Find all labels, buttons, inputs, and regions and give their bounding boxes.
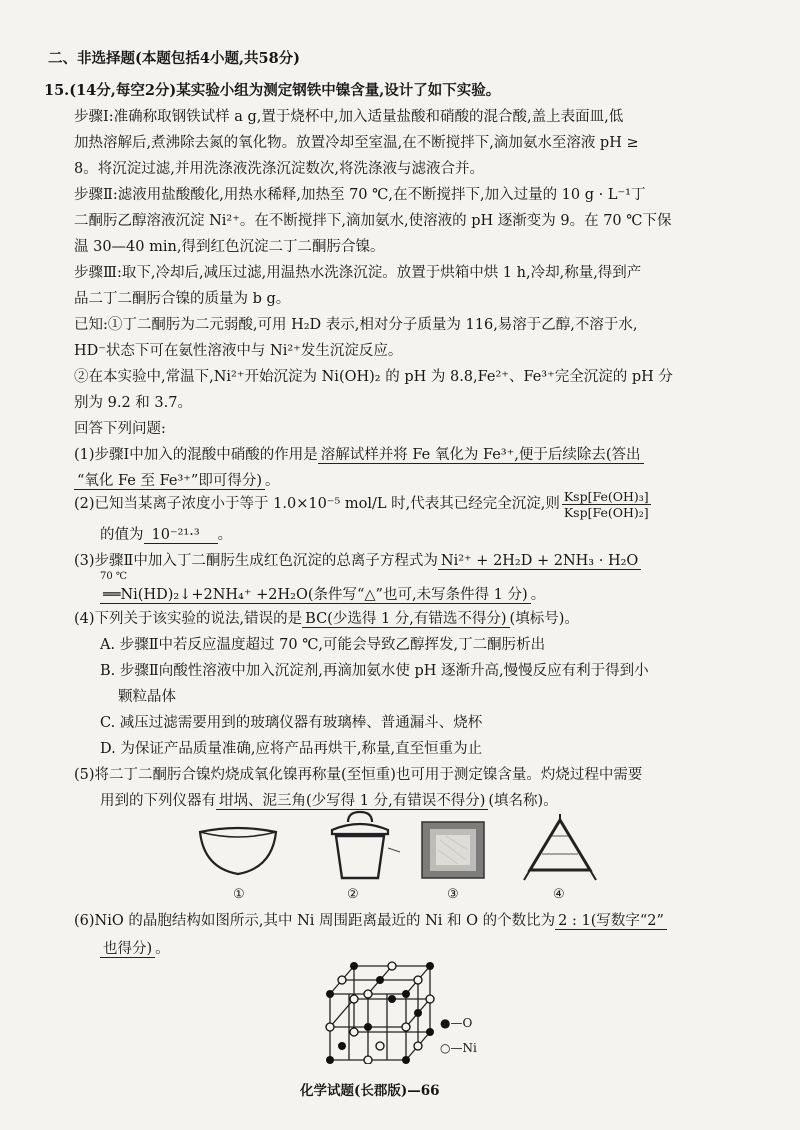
- section-title: 二、非选择题(本题包括4小题,共58分): [48, 50, 301, 67]
- part4-end: (填标号)。: [509, 611, 579, 627]
- part6-answer-1: 2 : 1(写数字“2”: [555, 913, 667, 930]
- part3-answer-2: ══Ni(HD)₂↓+2NH₄⁺ +2H₂O(条件写“△”也可,未写条件得 1 分): [100, 587, 531, 604]
- question-15-header: 15.(14分,每空2分)某实验小组为测定钢铁中镍含量,设计了如下实验。: [44, 82, 501, 99]
- step2-line3: 温 30—40 min,得到红色沉淀二丁二酮肟合镍。: [74, 239, 385, 255]
- option-a: A. 步骤Ⅱ中若反应温度超过 70 ℃,可能会导致乙醇挥发,丁二酮肟析出: [100, 637, 546, 653]
- step3-line1: 步骤Ⅲ:取下,冷却后,减压过滤,用温热水洗涤沉淀。放置于烘箱中烘 1 h,冷却,称量,得到产: [74, 265, 642, 281]
- part3-end: 。: [530, 587, 546, 603]
- o-atom-icon: ●: [440, 1016, 451, 1030]
- known-line4: 别为 9.2 和 3.7。: [74, 395, 192, 411]
- part3-line2: [100, 584, 545, 606]
- option-b-line2: 颗粒晶体: [118, 689, 176, 705]
- part1-question: (1)步骤Ⅰ中加入的混酸中硝酸的作用是: [74, 447, 318, 463]
- part5-end: (填名称)。: [488, 793, 558, 809]
- part6-end: 。: [155, 941, 170, 957]
- part5-answer: 坩埚、泥三角(少写得 1 分,有错误不得分): [216, 793, 488, 810]
- step1-line2: 加热溶解后,煮沸除去氮的氧化物。放置冷却至室温,在不断搅拌下,滴加氨水至溶液 pH ≥: [74, 135, 639, 151]
- apparatus-label-2: ②: [347, 887, 359, 902]
- option-d: D. 为保证产品质量准确,应将产品再烘干,称量,直至恒重为止: [100, 741, 483, 757]
- part6-line2: [100, 938, 170, 960]
- ni-atom-icon: ○: [440, 1041, 451, 1055]
- option-c: C. 减压过滤需要用到的玻璃仪器有玻璃棒、普通漏斗、烧杯: [100, 715, 483, 731]
- step2-line1: 步骤Ⅱ:滤液用盐酸酸化,用热水稀释,加热至 70 ℃,在不断搅拌下,加入过量的 10 g · L⁻¹丁: [74, 187, 646, 203]
- part2-line2: [100, 524, 232, 546]
- option-b-line1: B. 步骤Ⅱ向酸性溶液中加入沉淀剂,再滴加氨水使 pH 逐渐升高,慢慢反应有利于得到小: [100, 663, 649, 679]
- part2-line1: [74, 482, 653, 526]
- ksp-fraction: [562, 489, 651, 520]
- answer-prompt: 回答下列问题:: [74, 421, 166, 437]
- clay-triangle-icon: [522, 814, 598, 886]
- part6-answer-2: 也得分): [100, 941, 155, 958]
- part3-line1: [74, 550, 641, 572]
- part2-answer: 10⁻²¹·³: [144, 527, 218, 544]
- known-line2: HD⁻状态下可在氨性溶液中与 Ni²⁺发生沉淀反应。: [74, 343, 403, 359]
- ksp-denominator: Ksp[Fe(OH)₂]: [563, 504, 649, 520]
- part4-question: (4)下列关于该实验的说法,错误的是: [74, 611, 303, 627]
- part3-answer-1: Ni²⁺ + 2H₂D + 2NH₃ · H₂O: [438, 553, 641, 570]
- crucible-icon: [318, 808, 402, 884]
- ksp-numerator: Ksp[Fe(OH)₃]: [563, 488, 649, 504]
- apparatus-label-4: ④: [553, 887, 565, 902]
- part5-question: 用到的下列仪器有: [100, 793, 216, 809]
- step2-line2: 二酮肟乙醇溶液沉淀 Ni²⁺。在不断搅拌下,滴加氨水,使溶液的 pH 逐渐变为 9。在 70 ℃下保: [74, 213, 672, 229]
- known-line3: ②在本实验中,常温下,Ni²⁺开始沉淀为 Ni(OH)₂ 的 pH 为 8.8,Fe²⁺、Fe³⁺完全沉淀的 pH 分: [74, 369, 673, 385]
- part2-end: 。: [217, 527, 233, 543]
- asbestos-gauze-icon: [420, 820, 486, 880]
- part4-line1: [74, 608, 579, 630]
- step1-line3: 8。将沉淀过滤,并用洗涤液洗涤沉淀数次,将洗涤液与滤液合并。: [74, 161, 484, 177]
- part1-line1: [74, 444, 644, 466]
- apparatus-label-1: ①: [233, 887, 245, 902]
- part4-answer: BC(少选得 1 分,有错选不得分): [302, 611, 509, 628]
- part1-answer-2: “氧化 Fe 至 Fe³⁺”即可得分): [74, 473, 265, 490]
- known-line1: 已知:①丁二酮肟为二元弱酸,可用 H₂D 表示,相对分子质量为 116,易溶于乙醇,不溶于水,: [74, 317, 638, 333]
- part1-answer-1: 溶解试样并将 Fe 氧化为 Fe³⁺,便于后续除去(答出: [318, 447, 644, 464]
- reaction-condition: 70 ℃: [100, 571, 128, 582]
- nio-unit-cell-diagram: [320, 960, 450, 1064]
- part6-line1: [74, 910, 667, 932]
- step3-line2: 品二丁二酮肟合镍的质量为 b g。: [74, 291, 291, 307]
- part1-end: 。: [264, 473, 280, 489]
- part2-question-2: 的值为: [100, 527, 144, 543]
- apparatus-label-3: ③: [447, 887, 459, 902]
- part2-question: (2)已知当某离子浓度小于等于 1.0×10⁻⁵ mol/L 时,代表其已经完全沉淀,则: [74, 496, 560, 512]
- legend-ni: ○—Ni: [440, 1041, 477, 1055]
- page-footer: 化学试题(长郡版)—66: [300, 1083, 440, 1099]
- part6-question: (6)NiO 的晶胞结构如图所示,其中 Ni 周围距离最近的 Ni 和 O 的个数比为: [74, 913, 556, 929]
- legend-o: ●—O: [440, 1016, 473, 1030]
- part5-line1: (5)将二丁二酮肟合镍灼烧成氧化镍再称量(至恒重)也可用于测定镍含量。灼烧过程中需要: [74, 767, 643, 783]
- evaporating-dish-icon: [196, 820, 280, 880]
- part3-question: (3)步骤Ⅱ中加入丁二酮肟生成红色沉淀的总离子方程式为: [74, 553, 438, 569]
- step1-line1: 步骤Ⅰ:准确称取钢铁试样 a g,置于烧杯中,加入适量盐酸和硝酸的混合酸,盖上表面皿,低: [74, 109, 624, 125]
